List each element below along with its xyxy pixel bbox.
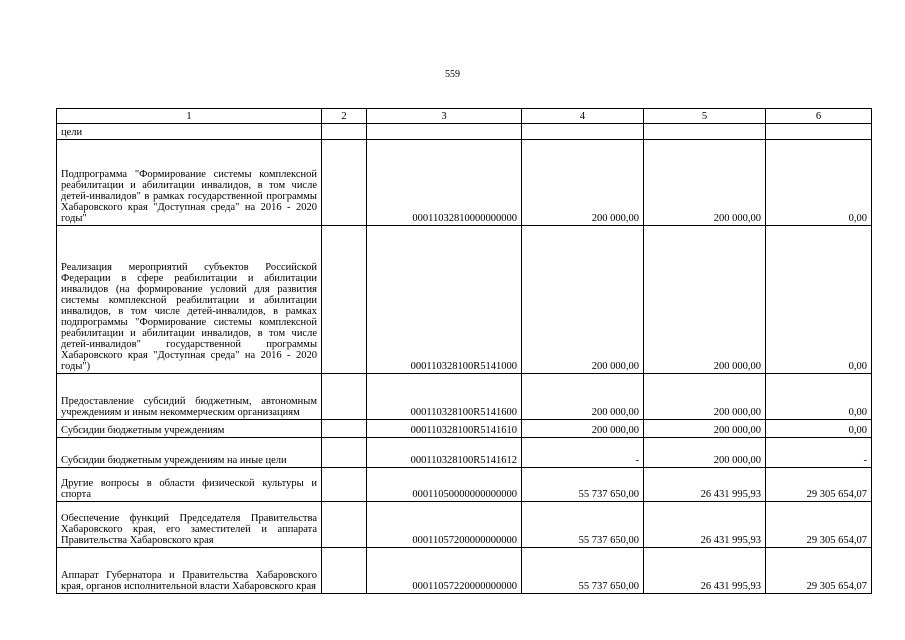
- column-header: 2: [322, 109, 367, 124]
- table-row: [57, 374, 872, 420]
- row-code: 000110328100R5141600: [367, 374, 522, 420]
- row-value-4: 200 000,00: [522, 374, 644, 420]
- row-col2: [322, 502, 367, 548]
- row-value-6: 0,00: [766, 140, 872, 226]
- row-name: Аппарат Губернатора и Правительства Хабаровского края, органов исполнительной власти Хабаровского края: [57, 548, 322, 594]
- row-col2: [322, 374, 367, 420]
- row-code: 000110328100R5141612: [367, 438, 522, 468]
- row-col2: [322, 438, 367, 468]
- table-row: [57, 140, 872, 226]
- row-name: Субсидии бюджетным учреждениям: [57, 420, 322, 438]
- row-name: Реализация мероприятий субъектов Российской Федерации в сфере реабилитации и абилитации инвалидов (на формирование условий для развития системы комплексной реабилитации и абилитации инвалидов, в том числе детей-инвалидов, в рамках подпрограммы "Формирование системы комплексной реабилитации и абилитации инвалидов, в том числе детей-инвалидов" государственной программы Хабаровского края "Доступная среда" на 2016 - 2020 годы"): [57, 226, 322, 374]
- row-name: Подпрограмма "Формирование системы комплексной реабилитации и абилитации инвалидов, в том числе детей-инвалидов" в рамках государственной программы Хабаровского края "Доступная среда" на 2016 - 2020 годы": [57, 140, 322, 226]
- row-value-4: 55 737 650,00: [522, 468, 644, 502]
- row-value-5: 200 000,00: [644, 438, 766, 468]
- row-value-5: 26 431 995,93: [644, 548, 766, 594]
- table-row: [57, 124, 872, 140]
- row-value-5: 200 000,00: [644, 374, 766, 420]
- row-value-6: 0,00: [766, 226, 872, 374]
- column-header: 4: [522, 109, 644, 124]
- table-row: [57, 548, 872, 594]
- row-value-6: 29 305 654,07: [766, 548, 872, 594]
- row-col2: [322, 468, 367, 502]
- row-value-4: [522, 124, 644, 140]
- row-col2: [322, 420, 367, 438]
- row-value-6: -: [766, 438, 872, 468]
- row-value-6: 29 305 654,07: [766, 468, 872, 502]
- row-code: 000110328100R5141610: [367, 420, 522, 438]
- row-value-5: 26 431 995,93: [644, 502, 766, 548]
- row-col2: [322, 124, 367, 140]
- row-value-4: 55 737 650,00: [522, 548, 644, 594]
- row-name: Другие вопросы в области физической культуры и спорта: [57, 468, 322, 502]
- table-row: [57, 438, 872, 468]
- row-value-4: -: [522, 438, 644, 468]
- row-value-4: 200 000,00: [522, 140, 644, 226]
- row-value-5: 200 000,00: [644, 140, 766, 226]
- table-row: [57, 420, 872, 438]
- row-code: 00011057220000000000: [367, 548, 522, 594]
- row-code: 00011050000000000000: [367, 468, 522, 502]
- row-name: Субсидии бюджетным учреждениям на иные цели: [57, 438, 322, 468]
- row-code: 00011057200000000000: [367, 502, 522, 548]
- row-name: Предоставление субсидий бюджетным, автономным учреждениям и иным некоммерческим организациям: [57, 374, 322, 420]
- table-row: [57, 468, 872, 502]
- row-code: 000110328100R5141000: [367, 226, 522, 374]
- row-name: Обеспечение функций Председателя Правительства Хабаровского края, его заместителей и аппарата Правительства Хабаровского края: [57, 502, 322, 548]
- row-code: [367, 124, 522, 140]
- row-value-5: 26 431 995,93: [644, 468, 766, 502]
- row-value-6: 29 305 654,07: [766, 502, 872, 548]
- column-header: 6: [766, 109, 872, 124]
- row-col2: [322, 226, 367, 374]
- row-value-4: 200 000,00: [522, 420, 644, 438]
- page-number: 559: [445, 69, 460, 80]
- row-col2: [322, 140, 367, 226]
- row-value-6: 0,00: [766, 374, 872, 420]
- row-code: 00011032810000000000: [367, 140, 522, 226]
- row-value-5: 200 000,00: [644, 420, 766, 438]
- row-value-5: 200 000,00: [644, 226, 766, 374]
- table-row: [57, 502, 872, 548]
- row-value-4: 200 000,00: [522, 226, 644, 374]
- column-header: 3: [367, 109, 522, 124]
- column-header: 1: [57, 109, 322, 124]
- budget-table: [56, 108, 872, 594]
- row-value-6: [766, 124, 872, 140]
- table-header-row: [57, 109, 872, 124]
- row-name: цели: [57, 124, 322, 140]
- row-value-4: 55 737 650,00: [522, 502, 644, 548]
- column-header: 5: [644, 109, 766, 124]
- table-row: [57, 226, 872, 374]
- row-value-6: 0,00: [766, 420, 872, 438]
- row-col2: [322, 548, 367, 594]
- row-value-5: [644, 124, 766, 140]
